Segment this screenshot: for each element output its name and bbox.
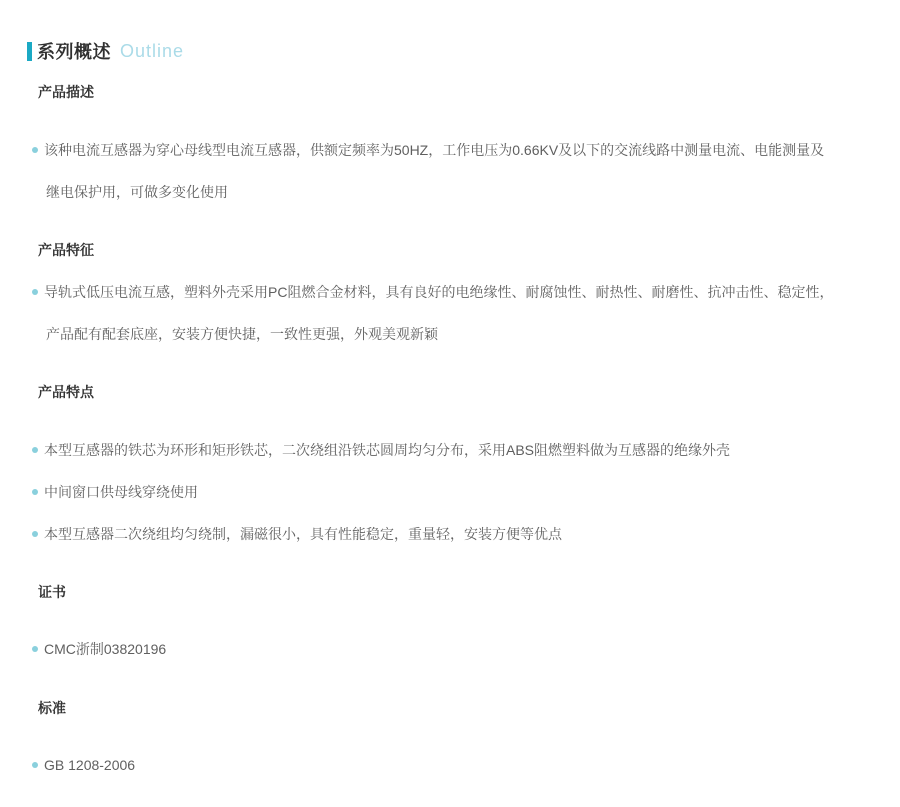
bullet-dot-icon xyxy=(32,147,38,153)
list-item xyxy=(27,755,873,775)
list-item xyxy=(27,639,873,659)
bullet-dot-icon xyxy=(32,447,38,453)
certificate-number: CMC浙制03820196 xyxy=(44,641,167,657)
title-accent-bar xyxy=(27,42,32,61)
page-title-english: Outline xyxy=(120,40,185,61)
standard-number: GB 1208-2006 xyxy=(44,757,136,773)
page-title xyxy=(27,41,873,61)
list-item xyxy=(27,524,873,544)
bullet-continuation-line: 产品配有配套底座，安装方便快捷，一致性更强，外观美观新颖 xyxy=(46,326,438,342)
list-item xyxy=(27,482,873,502)
list-item xyxy=(27,440,873,460)
bullet-dot-icon xyxy=(32,489,38,495)
bullet-continuation-line: 继电保护用，可做多变化使用 xyxy=(46,184,228,200)
bullet-dot-icon xyxy=(32,289,38,295)
bullet-text: 本型互感器二次绕组均匀绕制，漏磁很小，具有性能稳定，重量轻，安装方便等优点 xyxy=(44,526,562,542)
section-heading-product-description: 产品描述 xyxy=(38,84,94,100)
section-heading-standard: 标准 xyxy=(38,700,66,716)
list-item xyxy=(27,282,873,302)
bullet-dot-icon xyxy=(32,762,38,768)
section-heading-product-highlights: 产品特点 xyxy=(38,384,94,400)
bullet-dot-icon xyxy=(32,531,38,537)
section-heading-product-features: 产品特征 xyxy=(38,242,94,258)
bullet-text: 中间窗口供母线穿绕使用 xyxy=(44,484,198,500)
bullet-text: 本型互感器的铁芯为环形和矩形铁芯，二次绕组沿铁芯圆周均匀分布，采用ABS阻燃塑料做为互感器的绝缘外壳 xyxy=(44,442,731,458)
list-item xyxy=(27,140,873,160)
bullet-text: 导轨式低压电流互感，塑料外壳采用PC阻燃合金材料，具有良好的电绝缘性、耐腐蚀性、耐热性、耐磨性、抗冲击性、稳定性， xyxy=(44,284,834,300)
section-heading-certificate: 证书 xyxy=(38,584,66,600)
bullet-dot-icon xyxy=(32,646,38,652)
page-title-chinese: 系列概述 xyxy=(37,42,111,62)
bullet-text: 该种电流互感器为穿心母线型电流互感器，供额定频率为50HZ，工作电压为0.66KV及以下的交流线路中测量电流、电能测量及 xyxy=(44,142,825,158)
